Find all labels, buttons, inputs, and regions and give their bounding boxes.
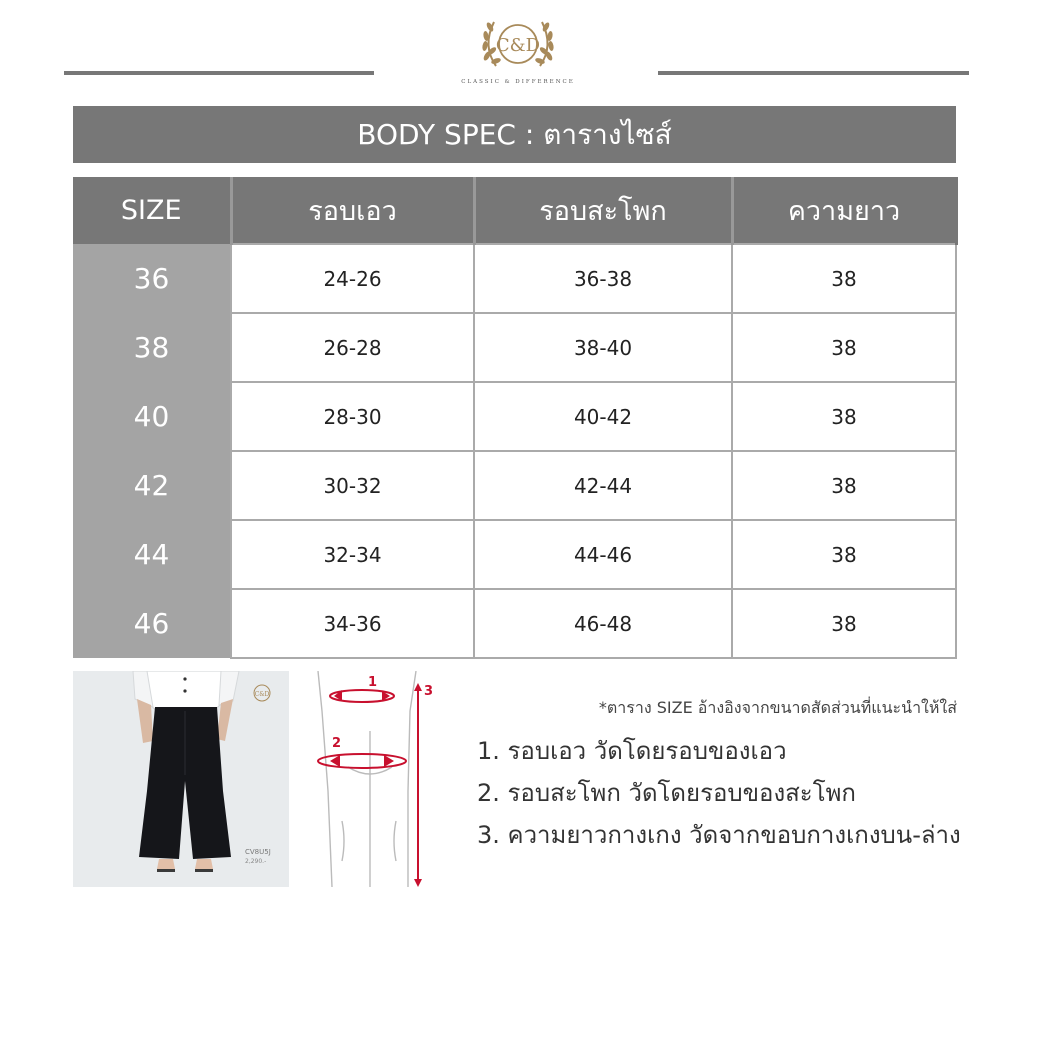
svg-text:3: 3 <box>424 684 434 699</box>
header-size: SIZE <box>73 177 231 244</box>
length-cell: 38 <box>732 589 956 658</box>
svg-text:C&D: C&D <box>254 691 270 698</box>
waist-cell: 34-36 <box>231 589 474 658</box>
svg-text:1: 1 <box>368 675 378 690</box>
model-illustration <box>73 671 289 887</box>
hip-cell: 42-44 <box>474 451 732 520</box>
header-rule-left <box>64 71 374 75</box>
waist-cell: 32-34 <box>231 520 474 589</box>
size-cell: 46 <box>73 589 231 658</box>
header-length: ความยาว <box>732 177 956 244</box>
hip-cell: 40-42 <box>474 382 732 451</box>
page-title: BODY SPEC : ตารางไซส์ <box>73 106 956 163</box>
size-cell: 42 <box>73 451 231 520</box>
size-cell: 36 <box>73 244 231 313</box>
svg-text:C&D: C&D <box>495 35 541 56</box>
length-cell: 38 <box>732 520 956 589</box>
table-row <box>73 520 956 589</box>
hip-cell: 36-38 <box>474 244 732 313</box>
length-cell: 38 <box>732 244 956 313</box>
measurement-diagram <box>312 671 442 887</box>
instruction-hip: 2. รอบสะโพก วัดโดยรอบของสะโพก <box>477 779 856 807</box>
brand-tagline: CLASSIC & DIFFERENCE <box>461 79 575 85</box>
length-cell: 38 <box>732 451 956 520</box>
table-row <box>73 382 956 451</box>
table-row <box>73 313 956 382</box>
length-cell: 38 <box>732 382 956 451</box>
svg-text:2: 2 <box>332 736 342 751</box>
table-row <box>73 451 956 520</box>
table-header-row <box>73 177 956 244</box>
svg-text:CV8U5J: CV8U5J <box>245 848 271 856</box>
waist-cell: 30-32 <box>231 451 474 520</box>
instruction-waist: 1. รอบเอว วัดโดยรอบของเอว <box>477 737 787 765</box>
header-waist: รอบเอว <box>231 177 474 244</box>
product-photo <box>73 671 289 887</box>
size-cell: 40 <box>73 382 231 451</box>
instruction-length: 3. ความยาวกางเกง วัดจากขอบกางเกงบน-ล่าง <box>477 821 961 849</box>
size-cell: 38 <box>73 313 231 382</box>
waist-cell: 24-26 <box>231 244 474 313</box>
length-cell: 38 <box>732 313 956 382</box>
svg-text:2,290.-: 2,290.- <box>245 858 267 865</box>
table-row <box>73 244 956 313</box>
header-hip: รอบสะโพก <box>474 177 732 244</box>
size-table <box>73 177 958 659</box>
waist-cell: 28-30 <box>231 382 474 451</box>
hip-cell: 38-40 <box>474 313 732 382</box>
size-reference-note: *ตาราง SIZE อ้างอิงจากขนาดสัดส่วนที่แนะนำให้ใส่ <box>598 698 957 717</box>
hip-cell: 46-48 <box>474 589 732 658</box>
hip-cell: 44-46 <box>474 520 732 589</box>
header-rule-right <box>658 71 969 75</box>
waist-cell: 26-28 <box>231 313 474 382</box>
size-cell: 44 <box>73 520 231 589</box>
table-row <box>73 589 956 658</box>
